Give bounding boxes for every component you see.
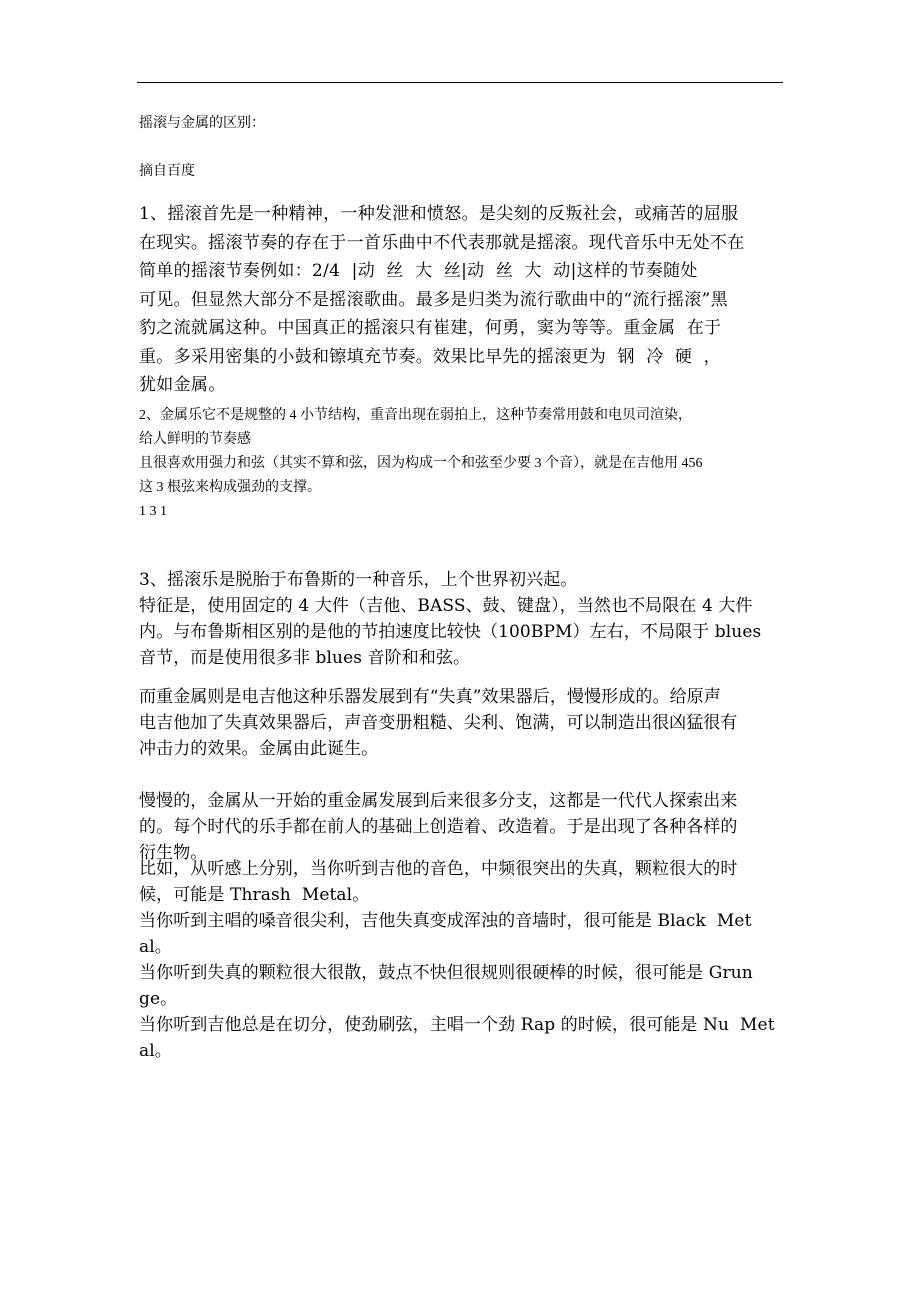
paragraph-3	[139, 567, 789, 671]
text-line: al。	[139, 937, 172, 957]
text-line: 的。每个时代的乐手都在前人的基础上创造着、改造着。于是出现了各种各样的	[139, 817, 738, 837]
source-note: 摘自百度	[139, 164, 195, 179]
paragraph-2	[139, 404, 789, 524]
text-line: 豹之流就属这种。中国真正的摇滚只有崔建，何勇，窦为等等。重金属 在于	[139, 318, 722, 338]
doc-title: 摇滚与金属的区别：	[139, 116, 265, 131]
paragraph-6	[139, 856, 789, 1064]
text-line: 候，可能是 Thrash Metal。	[139, 885, 370, 905]
text-line: 可见。但显然大部分不是摇滚歌曲。最多是归类为流行歌曲中的“流行摇滚”黑	[139, 289, 728, 310]
text-line: 1 3 1	[139, 504, 167, 519]
text-line: 简单的摇滚节奏例如：2/4 |动 丝 大 丝|动 丝 大 动|这样的节奏随处	[139, 261, 698, 281]
text-line: 冲击力的效果。金属由此诞生。	[139, 739, 379, 759]
text-line: al。	[139, 1041, 172, 1061]
text-line: 当你听到主唱的嗓音很尖利，吉他失真变成浑浊的音墙时，很可能是 Black Met	[139, 911, 752, 931]
text-line: 犹如金属。	[139, 375, 226, 395]
text-line: 音节，而是使用很多非 blues 音阶和和弦。	[139, 648, 471, 668]
text-line: 且很喜欢用强力和弦（其实不算和弦，因为构成一个和弦至少要 3 个音），就是在吉他用 456	[139, 456, 703, 471]
paragraph-4	[139, 684, 789, 762]
text-line: 当你听到失真的颗粒很大很散，鼓点不快但很规则很硬棒的时候，很可能是 Grun	[139, 963, 753, 983]
paragraph-1	[139, 200, 789, 400]
text-line: 内。与布鲁斯相区别的是他的节拍速度比较快（100BPM）左右，不局限于 blues	[139, 622, 762, 642]
text-line: 衍生物。	[139, 843, 208, 863]
text-line: 1、摇滚首先是一种精神，一种发泄和愤怒。是尖刻的反叛社会，或痛苦的屈服	[139, 204, 739, 224]
text-line: 给人鲜明的节奏感	[139, 432, 251, 447]
text-line: 当你听到吉他总是在切分，使劲刷弦，主唱一个劲 Rap 的时候，很可能是 Nu Met	[139, 1015, 775, 1035]
text-line: ge。	[139, 989, 178, 1009]
text-line: 慢慢的，金属从一开始的重金属发展到后来很多分支，这都是一代代人探索出来	[139, 791, 738, 811]
header-rule	[137, 82, 783, 83]
text-line: 2、金属乐它不是规整的 4 小节结构，重音出现在弱拍上，这种节奏常用鼓和电贝司渲染，	[139, 408, 692, 423]
text-line: 而重金属则是电吉他这种乐器发展到有“失真”效果器后，慢慢形成的。给原声	[139, 687, 721, 707]
text-line: 比如，从听感上分别，当你听到吉他的音色，中频很突出的失真，颗粒很大的时	[139, 859, 738, 879]
text-line: 特征是，使用固定的 4 大件（吉他、BASS、鼓、键盘），当然也不局限在 4 大件	[139, 596, 753, 616]
text-line: 这 3 根弦来构成强劲的支撑。	[139, 480, 321, 495]
text-line: 在现实。摇滚节奏的存在于一首乐曲中不代表那就是摇滚。现代音乐中无处不在	[139, 232, 745, 253]
text-line: 3、摇滚乐是脱胎于布鲁斯的一种音乐，上个世界初兴起。	[139, 570, 578, 590]
text-line: 重。多采用密集的小鼓和镲填充节奏。效果比早先的摇滚更为 钢 冷 硬 ，	[139, 346, 721, 367]
paragraph-5	[139, 788, 789, 866]
text-line: 电吉他加了失真效果器后，声音变册粗糙、尖利、饱满，可以制造出很凶猛很有	[139, 713, 738, 733]
